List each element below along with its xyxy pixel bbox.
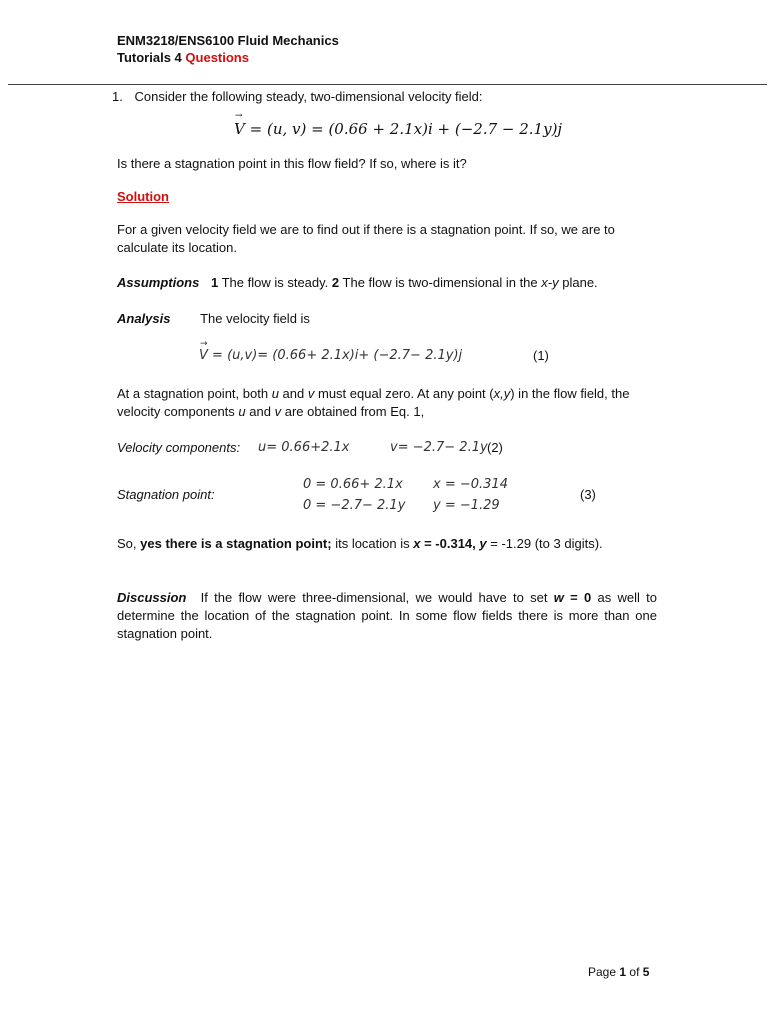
velocity-components-label: Velocity components: <box>117 440 241 455</box>
result-x: x <box>413 536 421 551</box>
stagnation-eq-u: 0 = 0.66+ 2.1x <box>303 477 403 492</box>
footer-page-number: 1 <box>619 965 627 979</box>
solution-intro: For a given velocity field we are to find out if there is a stagnation point. If so, we are to calculate its location. <box>117 222 615 255</box>
result-text-a: So, <box>117 536 137 551</box>
footer-page-word: Page <box>588 965 617 979</box>
assumption-2-number: 2 <box>331 275 340 290</box>
equation-2-number: (2) <box>487 440 503 455</box>
discussion-w-value: = 0 <box>570 590 592 605</box>
assumption-2-text-a: The flow is two-dimensional in the <box>342 275 538 290</box>
question-text: Consider the following steady, two-dimensional velocity field: <box>134 89 483 104</box>
equation-1 <box>199 348 462 363</box>
assumptions-label: Assumptions <box>117 275 200 290</box>
equation-3-number: (3) <box>580 487 596 502</box>
eq1-rhs: = (u,v)= (0.66+ 2.1x)i+ (−2.7− 2.1y)j <box>212 348 463 363</box>
assumptions-line <box>117 275 598 290</box>
para-and2: and <box>249 404 271 419</box>
discussion-w: w <box>553 590 564 605</box>
result-text-c: (to 3 digits). <box>534 536 603 551</box>
equation-1-number: (1) <box>533 348 549 363</box>
tutorial-highlight: Questions <box>185 50 249 65</box>
discussion-label: Discussion <box>117 590 187 605</box>
para-u: u <box>271 386 279 401</box>
result-x-value: = -0.314, <box>420 536 476 551</box>
result-y-value: = -1.29 <box>486 536 532 551</box>
result-y: y <box>479 536 487 551</box>
para-v: v <box>307 386 315 401</box>
footer-of-word: of <box>629 965 640 979</box>
para-v2: v <box>274 404 282 419</box>
para-text-c: ) in the flow field, the velocity components <box>117 386 630 419</box>
footer-page-total: 5 <box>642 965 650 979</box>
result-line <box>117 536 603 551</box>
para-u2: u <box>238 404 246 419</box>
assumption-1-number: 1 <box>210 275 219 290</box>
assumption-2-xy: x-y <box>541 275 559 290</box>
eq1-velocity-vector: → V <box>199 348 208 363</box>
discussion-text-a: If the flow were three-dimensional, we would have to set <box>200 590 548 605</box>
assumption-2-text-b: plane. <box>562 275 598 290</box>
tutorial-title <box>117 50 249 65</box>
question-equation <box>234 120 562 138</box>
question-line <box>112 89 483 104</box>
velocity-v-equation: v= −2.7− 2.1y <box>390 440 488 455</box>
assumption-1-text: The flow is steady. <box>221 275 329 290</box>
discussion-paragraph <box>117 589 657 643</box>
result-bold: yes there is a stagnation point; <box>140 536 332 551</box>
analysis-text: The velocity field is <box>200 311 310 326</box>
para-text-d: are obtained from Eq. 1, <box>284 404 425 419</box>
stagnation-paragraph <box>117 385 657 421</box>
stagnation-result-x: x = −0.314 <box>433 477 508 492</box>
stagnation-eq-v: 0 = −2.7− 2.1y <box>303 498 406 513</box>
header-rule <box>8 84 767 85</box>
analysis-label: Analysis <box>117 311 171 326</box>
course-title: ENM3218/ENS6100 Fluid Mechanics <box>117 33 339 48</box>
para-text-a: At a stagnation point, both <box>117 386 269 401</box>
question-equation-rhs: = (u, v) = (0.66 + 2.1x)i + (−2.7 − 2.1y)j <box>249 120 563 138</box>
para-xy: x,y <box>493 386 511 401</box>
discussion-text-b: as well to determine the location of the stagnation point. In some flow fields there is more than one stagnation point. <box>117 590 657 641</box>
para-text-b: must equal zero. At any point ( <box>318 386 494 401</box>
velocity-u-equation: u= 0.66+2.1x <box>258 440 350 455</box>
para-and: and <box>282 386 305 401</box>
stagnation-point-label: Stagnation point: <box>117 487 215 502</box>
solution-heading: Solution <box>117 189 169 204</box>
stagnation-result-y: y = −1.29 <box>433 498 500 513</box>
analysis-line <box>117 311 310 326</box>
tutorial-prefix: Tutorials 4 <box>117 50 182 65</box>
result-text-b: its location is <box>335 536 410 551</box>
velocity-vector-symbol: → V <box>234 120 245 138</box>
question-number: 1. <box>112 89 123 104</box>
question-prompt: Is there a stagnation point in this flow field? If so, where is it? <box>117 156 467 171</box>
page-footer <box>588 965 649 979</box>
